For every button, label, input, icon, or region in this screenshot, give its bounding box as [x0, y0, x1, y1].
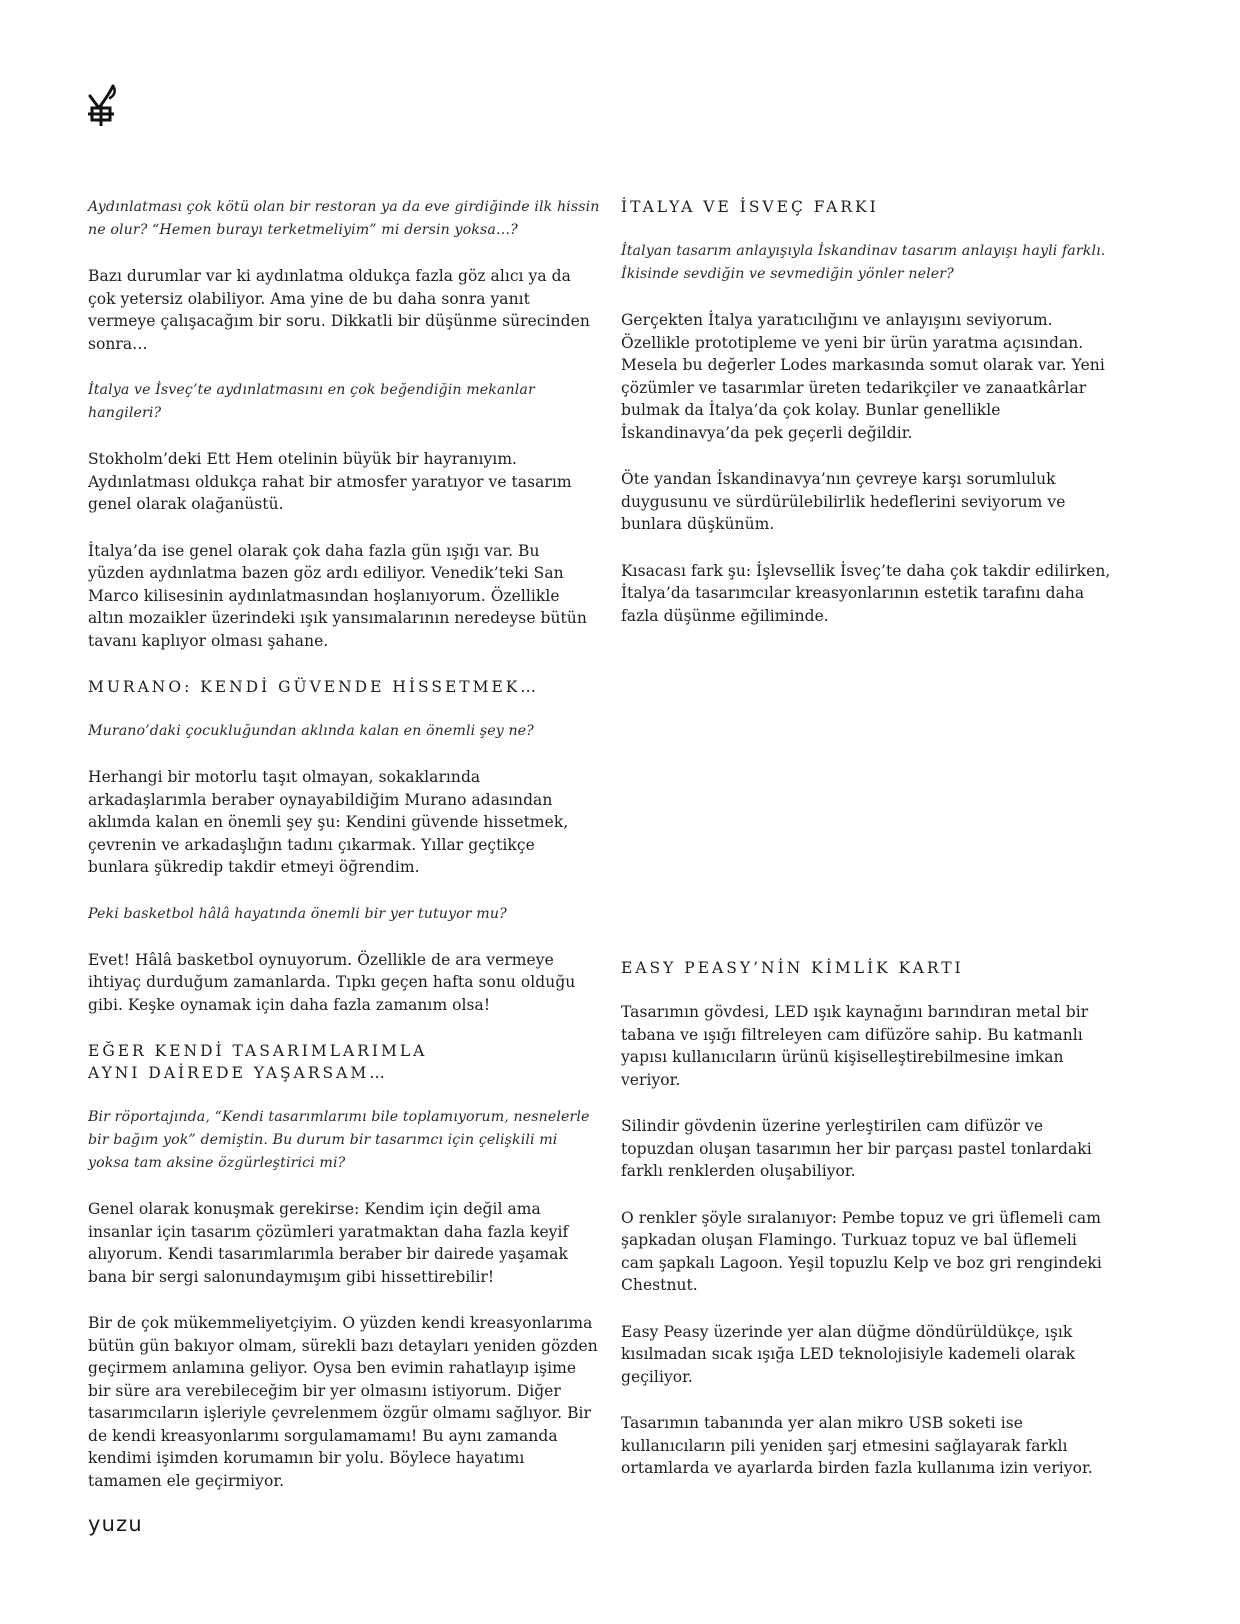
answer-1: Bazı durumlar var ki aydınlatma oldukça fazla göz alıcı ya da çok yetersiz olabiliyor. Ama yine de bu daha sonra yanıt vermeye çalışacağım bir soru. Dikkatli bir düşünme sürecinden sonra…: [88, 267, 590, 353]
section-heading-easy-peasy: EASY PEASY’NİN KİMLİK KARTI: [621, 959, 964, 977]
answer-5: Evet! Hâlâ basketbol oynuyorum. Özellikle de ara vermeye ihtiyaç durduğum zamanlarda. Tıpkı geçen hafta sonu olduğu gibi. Keşke oynamak için daha fazla zamanım olsa!: [88, 950, 576, 1014]
section-heading-italy-sweden: İTALYA VE İSVEÇ FARKI: [621, 198, 879, 216]
answer-9: Öte yandan İskandinavya’nın çevreye karşı sorumluluk duygusunu ve sürdürülebilirlik hedeflerini seviyorum ve bunlara düşkünüm.: [621, 470, 1066, 533]
column-spacer: [621, 651, 1111, 957]
product-paragraph-4: Easy Peasy üzerinde yer alan düğme döndürüldükçe, ışık kısılmadan sıcak ışığa LED teknolojisiyle kademeli olarak geçiliyor.: [621, 1322, 1076, 1386]
answer-4: Herhangi bir motorlu taşıt olmayan, sokaklarında arkadaşlarımla beraber oynayabildiğim Murano adasından aklımda kalan en önemli şey şu: Kendini güvende hissetmek, çevrenin ve arkadaşlığın tadını çıkarmak. Yıllar geçtikçe bunlara şükredip takdir etmeyi öğrendim.: [88, 768, 569, 876]
answer-7: Bir de çok mükemmeliyetçiyim. O yüzden kendi kreasyonlarıma bütün gün bakıyor olmam, sürekli bazı detayları yeniden gözden geçirmem anlamına geliyor. Oysa ben evimin rahatlayıp işime bir süre ara verebileceğim bir yer olmasını istiyorum. Diğer tasarımcıların işleriyle çevrelenmem özgür olmamı sağlıyor. Bir de kendi kreasyonlarımı sorgulamamamı! Bu aynı zamanda kendimi işimden korumamın bir yolu. Böylece hayatımı tamamen ele geçirmiyor.: [88, 1314, 598, 1490]
product-paragraph-5: Tasarımın tabanında yer alan mikro USB soketi ise kullanıcıların pili yeniden şarj etmesini sağlayarak farklı ortamlarda ve ayarlarda birden fazla kullanıma izin veriyor.: [621, 1414, 1093, 1477]
footer-brand: yuzu: [88, 1512, 143, 1536]
answer-8: Gerçekten İtalya yaratıcılığını ve anlayışını seviyorum. Özellikle prototipleme ve yeni bir ürün yaratma açısından. Mesela bu değerler Lodes markasında somut olarak var. Yeni çözümler ve tasarımlar üreten tedarikçiler ve zanaatkârlar bulmak da İtalya’da çok kolay. Bunlar genellikle İskandinavya’da pek geçerli değildir.: [621, 311, 1105, 442]
product-paragraph-1: Tasarımın gövdesi, LED ışık kaynağını barındıran metal bir tabana ve ışığı filtreleyen cam difüzöre sahip. Bu katmanlı yapısı kullanıcıların ürünü kişiselleştirebilmesine imkan veriyor.: [621, 1003, 1089, 1089]
section-heading-murano: MURANO: KENDİ GÜVENDE HİSSETMEK…: [88, 678, 539, 696]
answer-6: Genel olarak konuşmak gerekirse: Kendim için değil ama insanlar için tasarım çözümleri yaratmaktan daha fazla keyif alıyorum. Kendi tasarımlarımla beraber bir dairede yaşamak bana bir sergi salonundaymışım gibi hissettirebilir!: [88, 1200, 569, 1286]
yuzu-mark-icon: [86, 84, 120, 128]
answer-10: Kısacası fark şu: İşlevsellik İsveç’te daha çok takdir edilirken, İtalya’da tasarımcılar kreasyonlarının estetik tarafını daha fazla düşünme eğiliminde.: [621, 561, 1111, 625]
question-1: Aydınlatması çok kötü olan bir restoran ya da eve girdiğinde ilk hissin ne olur? “Hemen burayı terketmeliyim” mi dersin yoksa…?: [88, 199, 600, 238]
question-2: İtalya ve İsveç’te aydınlatmasını en çok beğendiğin mekanlar hangileri?: [88, 382, 535, 421]
section-heading-line-2: AYNI DAİREDE YAŞARSAM…: [88, 1064, 388, 1082]
right-column: [621, 196, 1111, 1504]
product-paragraph-2: Silindir gövdenin üzerine yerleştirilen cam difüzör ve topuzdan oluşan tasarımın her bir parçası pastel tonlardaki farklı renklerden oluşabiliyor.: [621, 1117, 1092, 1180]
product-paragraph-3: O renkler şöyle sıralanıyor: Pembe topuz ve gri üflemeli cam şapkadan oluşan Flamingo. Turkuaz topuz ve bal üflemeli cam şapkalı Lagoon. Yeşil topuzlu Kelp ve boz gri rengindeki Chestnut.: [621, 1208, 1102, 1294]
answer-2: Stokholm’deki Ett Hem otelinin büyük bir hayranıyım. Aydınlatması oldukça rahat bir atmosfer yaratıyor ve tasarım genel olarak olağanüstü.: [88, 450, 572, 513]
question-5: Bir röportajında, “Kendi tasarımlarımı bile toplamıyorum, nesnelerle bir bağım yok” demiştin. Bu durum bir tasarımcı için çelişkili mi yoksa tam aksine özgürleştirici mi?: [88, 1109, 590, 1171]
section-heading-line-1: EĞER KENDİ TASARIMLARIMLA: [88, 1042, 428, 1060]
question-3: Murano’daki çocukluğundan aklında kalan en önemli şey ne?: [88, 723, 534, 739]
question-4: Peki basketbol hâlâ hayatında önemli bir yer tutuyor mu?: [88, 905, 507, 922]
answer-3: İtalya’da ise genel olarak çok daha fazla gün ışığı var. Bu yüzden aydınlatma bazen göz ardı ediliyor. Venedik’teki San Marco kilisesinin aydınlatmasından hoşlanıyorum. Özellikle altın mozaikler üzerindeki ışık yansımalarının neredeyse bütün tavanı kaplıyor olması şahane.: [88, 541, 587, 650]
left-column: [88, 196, 600, 1516]
question-6: İtalyan tasarım anlayışıyla İskandinav tasarım anlayışı hayli farklı. İkisinde sevdiğin ve sevmediğin yönler neler?: [621, 243, 1106, 282]
section-heading-designs: [88, 1040, 600, 1084]
